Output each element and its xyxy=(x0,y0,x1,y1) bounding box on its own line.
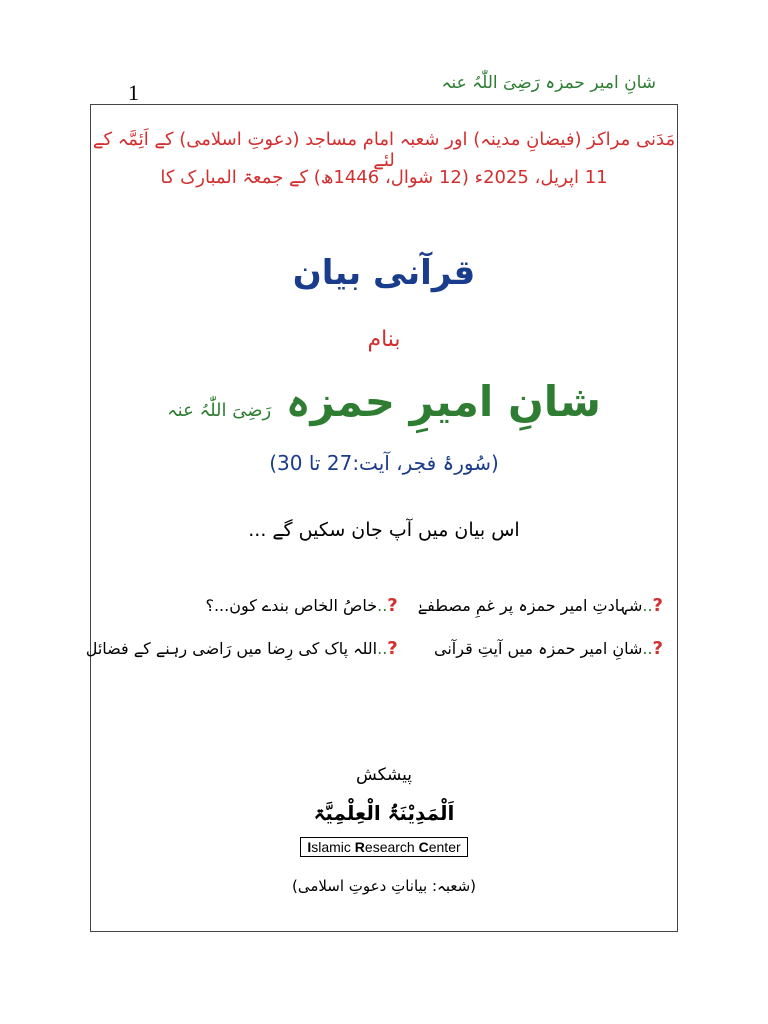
topic-text: خاصُ الخاص بندے کون...؟ xyxy=(205,596,378,615)
learning-intro-line: اس بیان میں آپ جان سکیں گے ... xyxy=(248,519,520,541)
org-initial-i: I xyxy=(307,839,312,855)
topic-dots: .. xyxy=(377,639,388,658)
subject-title xyxy=(91,377,677,426)
org-word-research: esearch xyxy=(364,839,419,855)
topic-dots: .. xyxy=(642,639,653,658)
org-word-islamic: slamic xyxy=(311,839,355,855)
page-number: 1 xyxy=(128,80,139,105)
organization-arabic-name: اَلْمَدِیْنَۃُ الْعِلْمِیَّۃ xyxy=(313,801,455,825)
question-mark-icon: ? xyxy=(387,595,398,616)
topic-item xyxy=(418,595,663,616)
surah-reference: (سُورۂ فجر، آیت:27 تا 30) xyxy=(269,451,499,475)
topic-dots: .. xyxy=(377,596,388,615)
topics-list xyxy=(85,595,663,659)
department-label: (شعبہ: بیاناتِ دعوتِ اسلامی) xyxy=(291,877,477,895)
topic-item xyxy=(86,595,398,616)
running-header-title: شانِ امیر حمزہ رَضِیَ اللّٰہُ عنہ xyxy=(441,73,656,93)
topic-item xyxy=(418,638,663,659)
subject-honorific: رَضِیَ اللّٰہُ عنہ xyxy=(167,400,272,421)
question-mark-icon: ? xyxy=(652,595,663,616)
cover-frame xyxy=(85,104,678,932)
topic-dots: .. xyxy=(642,596,653,615)
question-mark-icon: ? xyxy=(387,638,398,659)
intro-line-1: مَدَنی مراکز (فیضانِ مدینہ) اور شعبہ امام مساجد (دعوتِ اسلامی) کے اَئِمَّہ کے لئے xyxy=(92,129,676,171)
question-mark-icon: ? xyxy=(652,638,663,659)
org-initial-r: R xyxy=(354,839,365,855)
organization-english-name xyxy=(300,837,467,857)
topic-text: شانِ امیر حمزہ میں آیتِ قرآنی xyxy=(434,639,643,658)
org-word-center: enter xyxy=(428,839,461,855)
org-initial-c: C xyxy=(418,839,429,855)
presenter-label: پیشکش xyxy=(355,765,413,785)
topic-item xyxy=(86,638,398,659)
subject-name: شانِ امیرِ حمزہ xyxy=(285,377,601,426)
intro-line-2: 11 اپریل، 2025ء (12 شوال، 1446ھ) کے جمعۃ المبارک کا xyxy=(160,167,608,188)
banam-label: بنام xyxy=(367,327,401,352)
topic-text: اللہ پاک کی رِضا میں رَاضی رہنے کے فضائل xyxy=(85,639,378,658)
topic-text: شہادتِ امیر حمزہ پر غمِ مصطفےٰ xyxy=(417,596,643,615)
main-title: قرآنی بیان xyxy=(292,253,476,293)
